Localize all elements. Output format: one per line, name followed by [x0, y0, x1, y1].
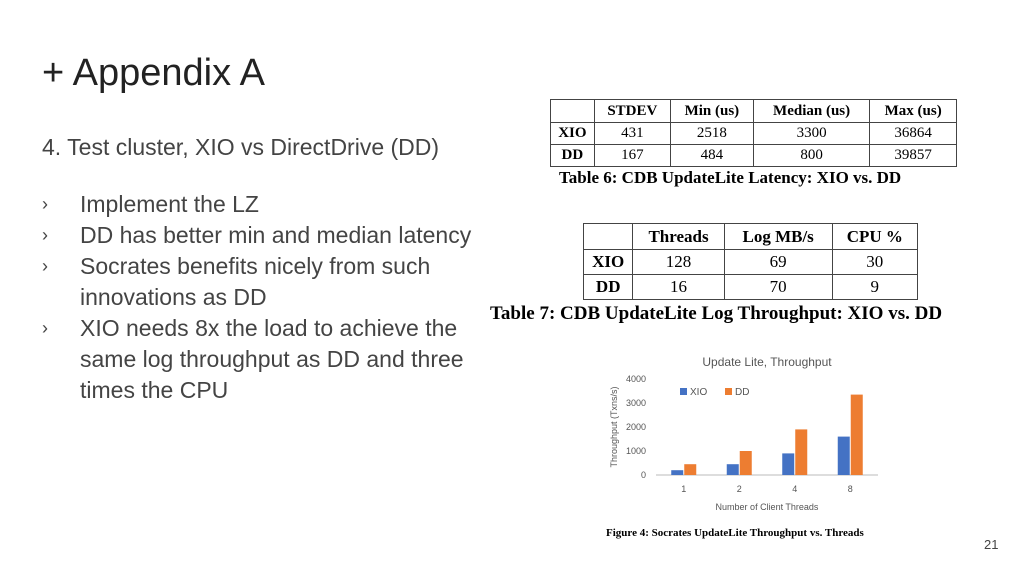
table-header-cell: Max (us): [870, 100, 957, 123]
table6-caption: Table 6: CDB UpdateLite Latency: XIO vs. DD: [559, 168, 902, 187]
bullet-text: Socrates benefits nicely from such innovations as DD: [80, 253, 431, 310]
table-cell: 167: [594, 145, 670, 167]
bar-xio-8: [838, 437, 850, 475]
y-tick-label: 3000: [625, 398, 646, 408]
bullet-marker: ›: [42, 225, 48, 245]
y-tick-label: 0: [640, 470, 646, 480]
legend-swatch-xio: [680, 388, 687, 395]
table-row: [584, 250, 918, 275]
bar-dd-4: [795, 429, 807, 475]
bullet-item: [42, 251, 492, 313]
y-tick-label: 4000: [625, 374, 646, 384]
latency-table: [550, 99, 957, 167]
table-header-row: [551, 100, 957, 123]
table-header-cell: CPU %: [832, 224, 917, 250]
table-cell: 9: [832, 275, 917, 300]
figure4-caption: Figure 4: Socrates UpdateLite Throughput vs. Threads: [606, 527, 864, 539]
bar-dd-8: [851, 395, 863, 475]
bullet-text: DD has better min and median latency: [80, 222, 472, 248]
chart-title: Update Lite, Throughput: [702, 355, 832, 369]
table-header-cell: Log MB/s: [724, 224, 832, 250]
table-cell: 128: [633, 250, 724, 275]
bullet-item: [42, 220, 492, 251]
table-cell: 30: [832, 250, 917, 275]
table-header-cell: Min (us): [670, 100, 753, 123]
x-tick-label: 1: [681, 484, 687, 494]
table-cell: 39857: [870, 145, 957, 167]
table-row: [551, 145, 957, 167]
table-row-label: XIO: [584, 250, 633, 275]
table-row: [551, 123, 957, 145]
slide-subtitle: 4. Test cluster, XIO vs DirectDrive (DD): [42, 134, 440, 160]
table-cell: 36864: [870, 123, 957, 145]
table-header-cell: [551, 100, 595, 123]
table-header-cell: Median (us): [753, 100, 870, 123]
bullet-text: XIO needs 8x the load to achieve the same log throughput as DD and three times the CPU: [80, 315, 464, 403]
x-axis-label: Number of Client Threads: [715, 502, 819, 512]
x-tick-label: 8: [847, 484, 853, 494]
table-header-cell: Threads: [633, 224, 724, 250]
legend-label-xio: XIO: [690, 387, 708, 398]
table-cell: 431: [594, 123, 670, 145]
y-tick-label: 2000: [625, 422, 646, 432]
table-header-row: [584, 224, 918, 250]
table-cell: 2518: [670, 123, 753, 145]
legend-label-dd: DD: [735, 387, 750, 398]
bar-xio-2: [727, 464, 739, 475]
table-cell: 70: [724, 275, 832, 300]
table-row: [584, 275, 918, 300]
bullet-item: [42, 313, 492, 406]
table7-caption: Table 7: CDB UpdateLite Log Throughput: XIO vs. DD: [490, 303, 943, 324]
bar-xio-1: [671, 470, 683, 475]
throughput-table: [583, 223, 918, 300]
slide-title: + Appendix A: [42, 52, 265, 94]
bar-xio-4: [782, 453, 794, 475]
table-cell: 800: [753, 145, 870, 167]
bar-dd-2: [740, 451, 752, 475]
table-cell: 69: [724, 250, 832, 275]
bullet-marker: ›: [42, 194, 48, 214]
table-row-label: XIO: [551, 123, 595, 145]
bullet-marker: ›: [42, 318, 48, 338]
table-row-label: DD: [551, 145, 595, 167]
table-header-cell: [584, 224, 633, 250]
legend-swatch-dd: [725, 388, 732, 395]
bullet-marker: ›: [42, 256, 48, 276]
page-number: 21: [984, 537, 999, 552]
table-row-label: DD: [584, 275, 633, 300]
x-tick-label: 2: [736, 484, 742, 494]
x-tick-label: 4: [792, 484, 798, 494]
table-cell: 3300: [753, 123, 870, 145]
y-axis-label: Throughput (Txns/s): [609, 386, 619, 468]
throughput-bar-chart: [600, 350, 890, 520]
bullet-item: [42, 189, 492, 220]
y-tick-label: 1000: [625, 446, 646, 456]
table-header-cell: STDEV: [594, 100, 670, 123]
table-cell: 484: [670, 145, 753, 167]
table-cell: 16: [633, 275, 724, 300]
bullet-list: [42, 189, 492, 406]
bar-dd-1: [684, 464, 696, 475]
bullet-text: Implement the LZ: [80, 191, 259, 217]
